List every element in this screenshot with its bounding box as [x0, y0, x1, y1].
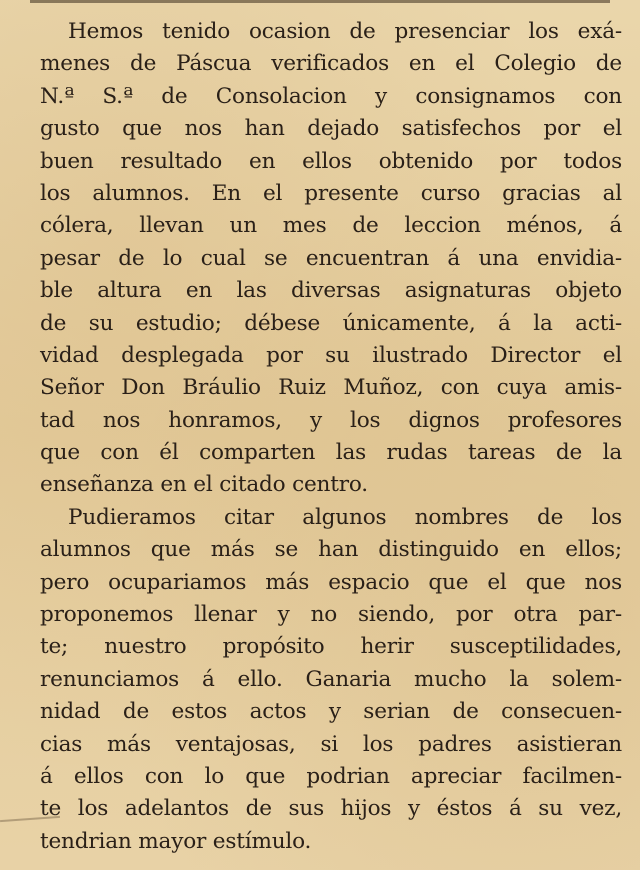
text-line: tendrian mayor estímulo.: [40, 828, 312, 854]
text-line: nidad de estos actos y serian de consecuen-: [40, 699, 622, 725]
paragraph-2: [40, 502, 622, 858]
article-column: [40, 16, 622, 858]
text-line: te los adelantos de sus hijos y éstos á su vez,: [40, 796, 622, 822]
text-line: pesar de lo cual se encuentran á una envidia-: [40, 245, 622, 271]
text-line: gusto que nos han dejado satisfechos por el: [40, 116, 622, 142]
text-line: buen resultado en ellos obtenido por todos: [40, 148, 622, 174]
text-line: enseñanza en el citado centro.: [40, 472, 368, 498]
text-line: Hemos tenido ocasion de presenciar los exá-: [68, 19, 622, 44]
column-top-rule: [30, 0, 610, 3]
paragraph-1: [40, 16, 622, 502]
text-line: á ellos con lo que podrian apreciar facilmen-: [40, 763, 622, 789]
text-line: N.ª S.ª de Consolacion y consignamos con: [40, 83, 622, 109]
text-line: que con él comparten las rudas tareas de la: [40, 440, 622, 466]
text-line: te; nuestro propósito herir susceptilidades,: [40, 634, 622, 660]
text-line: los alumnos. En el presente curso gracias al: [40, 180, 622, 206]
text-line: pero ocupariamos más espacio que el que nos: [40, 569, 622, 595]
text-line: proponemos llenar y no siendo, por otra par-: [40, 602, 622, 628]
text-line: tad nos honramos, y los dignos profesores: [40, 407, 622, 433]
text-line: vidad desplegada por su ilustrado Director el: [40, 342, 622, 368]
text-line: ble altura en las diversas asignaturas objeto: [40, 278, 622, 304]
text-line: alumnos que más se han distinguido en ellos;: [40, 537, 622, 563]
text-line: de su estudio; débese únicamente, á la acti-: [40, 310, 622, 336]
text-line: menes de Páscua verificados en el Colegio de: [40, 51, 622, 77]
text-line: Pudieramos citar algunos nombres de los: [68, 504, 622, 530]
text-line: Señor Don Bráulio Ruiz Muñoz, con cuya amis-: [40, 375, 622, 401]
text-line: renunciamos á ello. Ganaria mucho la solem-: [40, 666, 622, 692]
text-line: cólera, llevan un mes de leccion ménos, á: [40, 213, 622, 239]
text-line: cias más ventajosas, si los padres asistieran: [40, 731, 622, 757]
